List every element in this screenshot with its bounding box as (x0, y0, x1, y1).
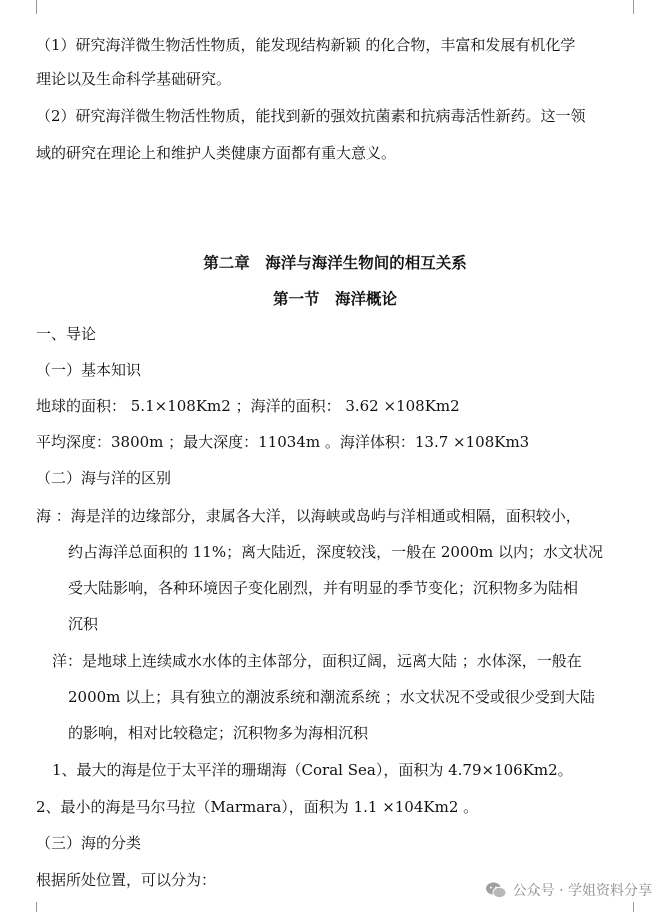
classification-lead: 根据所处位置，可以分为： (36, 871, 217, 889)
watermark (485, 880, 652, 900)
watermark-text: 公众号 · 学姐资料分享 (512, 883, 652, 899)
chapter-title: 第二章 海洋与海洋生物间的相互关系 (203, 254, 467, 272)
fact-smallest-sea: 2、最小的海是马尔马拉（Marmara），面积为 1.1 ×104Km2 。 (36, 798, 479, 816)
paragraph-line: （2）研究海洋微生物活性物质，能找到新的强效抗菌素和抗病毒活性新药。这一领 (36, 107, 586, 125)
sea-definition-line: 海 ：海是洋的边缘部分，隶属各大洋，以海峡或岛屿与洋相通或相隔，面积较小， (36, 507, 581, 525)
wechat-icon (485, 881, 507, 899)
page-corner-mark (633, 902, 642, 912)
paragraph-line: 理论以及生命科学基础研究。 (36, 70, 232, 88)
paragraph-line: 域的研究在理论上和维护人类健康方面都有重大意义。 (36, 144, 397, 162)
paragraph-line: （1）研究海洋微生物活性物质，能发现结构新颖 的化合物，丰富和发展有机化学 (36, 36, 576, 54)
page-corner-mark (633, 0, 642, 14)
sea-definition-line: 沉积 (68, 615, 99, 633)
page-corner-mark (28, 902, 37, 912)
heading-diff: （二）海与洋的区别 (36, 469, 172, 487)
heading-basic: （一）基本知识 (36, 361, 142, 379)
heading-intro: 一、导论 (36, 325, 97, 343)
sea-definition-line: 受大陆影响，各种环境因子变化剧烈，并有明显的季节变化；沉积物多为陆相 (68, 579, 579, 597)
section-title: 第一节 海洋概论 (272, 290, 397, 308)
ocean-definition-line: 的影响，相对比较稳定；沉积物多为海相沉积 (68, 724, 369, 742)
sea-definition-line: 约占海洋总面积的 11%；离大陆近，深度较浅，一般在 2000m 以内；水文状况 (68, 543, 604, 561)
page-corner-mark (28, 0, 37, 14)
area-line: 地球的面积： 5.1×108Km2 ；海洋的面积： 3.62 ×108Km2 (36, 397, 460, 415)
ocean-definition-line: 2000m 以上；具有独立的潮波系统和潮流系统 ；水文状况不受或很少受到大陆 (68, 688, 595, 706)
fact-largest-sea: 1、最大的海是位于太平洋的珊瑚海（Coral Sea），面积为 4.79×106Km2。 (52, 761, 573, 779)
depth-line: 平均深度：3800m ；最大深度：11034m 。海洋体积：13.7 ×108Km3 (36, 433, 530, 451)
heading-classification: （三）海的分类 (36, 834, 142, 852)
ocean-definition-line: 洋：是地球上连续咸水水体的主体部分，面积辽阔，远离大陆 ；水体深，一般在 (52, 652, 582, 670)
